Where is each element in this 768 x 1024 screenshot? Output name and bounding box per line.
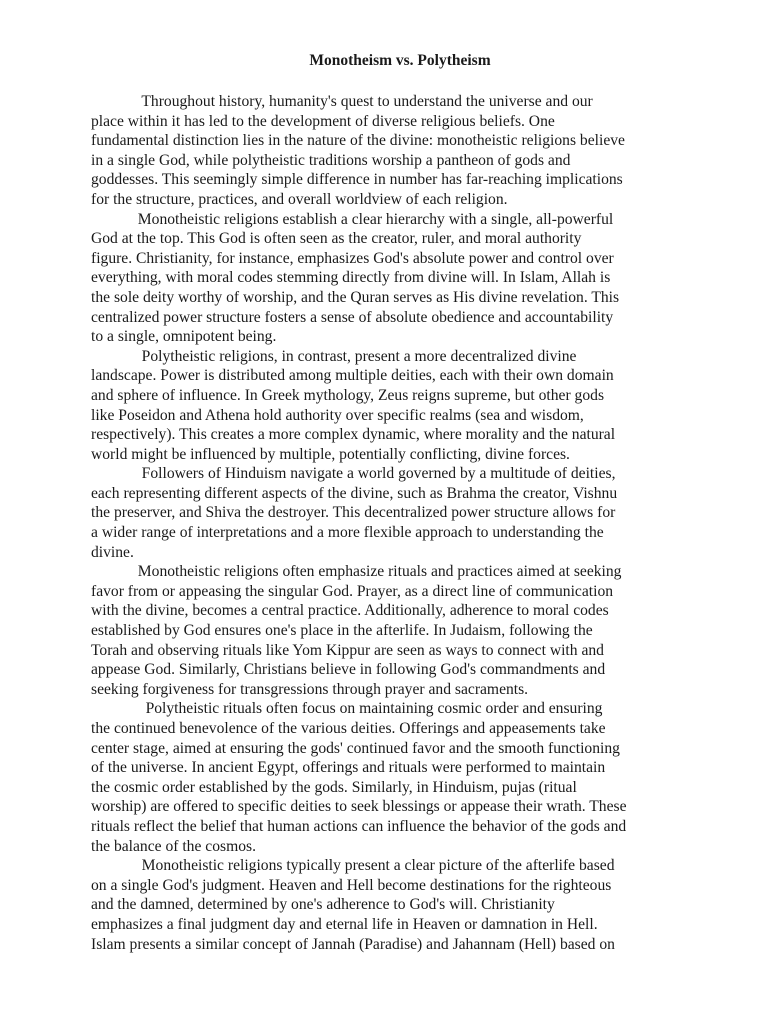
document-title: Monotheism vs. Polytheism: [309, 52, 491, 69]
text-line: place within it has led to the development of diverse religious beliefs. One: [91, 112, 555, 130]
text-line: Polytheistic religions, in contrast, present a more decentralized divine: [91, 347, 577, 365]
text-line: for the structure, practices, and overall worldview of each religion.: [91, 190, 508, 208]
text-line: seeking forgiveness for transgressions through prayer and sacraments.: [91, 680, 529, 698]
text-line: worship) are offered to specific deities to seek blessings or appease their wrath. These: [91, 798, 627, 816]
text-line: like Poseidon and Athena hold authority over specific realms (sea and wisdom,: [91, 406, 584, 424]
text-line: respectively). This creates a more complex dynamic, where morality and the natural: [91, 426, 616, 444]
text-line: established by God ensures one's place in the afterlife. In Judaism, following the: [91, 622, 593, 640]
text-line: the preserver, and Shiva the destroyer. This decentralized power structure allows for: [91, 504, 616, 522]
text-line: appease God. Similarly, Christians believe in following God's commandments and: [91, 661, 606, 679]
paragraph-3: [91, 347, 716, 465]
text-line: Monotheistic religions establish a clear hierarchy with a single, all-powerful: [91, 210, 614, 228]
text-line: center stage, aimed at ensuring the gods' continued favor and the smooth functioning: [91, 739, 620, 757]
text-line: favor from or appeasing the singular God. Prayer, as a direct line of communication: [91, 582, 614, 600]
text-line: to a single, omnipotent being.: [91, 328, 277, 346]
document-body: [91, 92, 716, 954]
text-line: Monotheistic religions often emphasize rituals and practices aimed at seeking: [91, 563, 622, 581]
paragraph-6: [91, 699, 716, 856]
text-line: goddesses. This seemingly simple difference in number has far-reaching implications: [91, 171, 623, 189]
text-line: emphasizes a final judgment day and eternal life in Heaven or damnation in Hell.: [91, 915, 598, 933]
paragraph-4: [91, 464, 716, 562]
paragraph-1: [91, 92, 716, 210]
text-line: fundamental distinction lies in the nature of the divine: monotheistic religions believe: [91, 132, 625, 150]
paragraph-5: [91, 562, 716, 699]
text-line: and the damned, determined by one's adherence to God's will. Christianity: [91, 896, 555, 914]
text-line: divine.: [91, 543, 134, 561]
paragraph-7: [91, 856, 716, 954]
text-line: the cosmic order established by the gods. Similarly, in Hinduism, pujas (ritual: [91, 778, 577, 796]
text-line: Islam presents a similar concept of Jannah (Paradise) and Jahannam (Hell) based on: [91, 935, 615, 953]
text-line: of the universe. In ancient Egypt, offerings and rituals were performed to maintain: [91, 759, 606, 777]
text-line: the continued benevolence of the various deities. Offerings and appeasements take: [91, 720, 606, 737]
text-line: the balance of the cosmos.: [91, 837, 256, 855]
text-line: Polytheistic rituals often focus on maintaining cosmic order and ensuring: [91, 700, 603, 718]
text-line: rituals reflect the belief that human actions can influence the behavior of the gods and: [91, 817, 627, 835]
text-line: in a single God, while polytheistic traditions worship a pantheon of gods and: [91, 151, 571, 169]
text-line: the sole deity worthy of worship, and the Quran serves as His divine revelation. This: [91, 288, 620, 306]
text-line: everything, with moral codes stemming directly from divine will. In Islam, Allah is: [91, 269, 611, 287]
text-line: centralized power structure fosters a sense of absolute obedience and accountability: [91, 308, 614, 326]
text-line: Followers of Hinduism navigate a world governed by a multitude of deities,: [91, 465, 616, 483]
paragraph-2: [91, 210, 716, 347]
text-line: Torah and observing rituals like Yom Kippur are seen as ways to connect with and: [91, 641, 604, 659]
text-line: world might be influenced by multiple, potentially conflicting, divine forces.: [91, 445, 570, 463]
text-line: Monotheistic religions typically present a clear picture of the afterlife based: [91, 857, 615, 875]
text-line: with the divine, becomes a central practice. Additionally, adherence to moral codes: [91, 602, 609, 620]
text-line: Throughout history, humanity's quest to understand the universe and our: [91, 93, 593, 110]
text-line: each representing different aspects of the divine, such as Brahma the creator, Vishnu: [91, 484, 618, 502]
text-line: and sphere of influence. In Greek mythology, Zeus reigns supreme, but other gods: [91, 386, 605, 404]
text-line: figure. Christianity, for instance, emphasizes God's absolute power and control over: [91, 249, 614, 267]
text-line: God at the top. This God is often seen as the creator, ruler, and moral authority: [91, 230, 582, 248]
text-line: on a single God's judgment. Heaven and Hell become destinations for the righteous: [91, 876, 612, 894]
text-line: landscape. Power is distributed among multiple deities, each with their own domain: [91, 367, 614, 385]
text-line: a wider range of interpretations and a more flexible approach to understanding the: [91, 524, 604, 542]
